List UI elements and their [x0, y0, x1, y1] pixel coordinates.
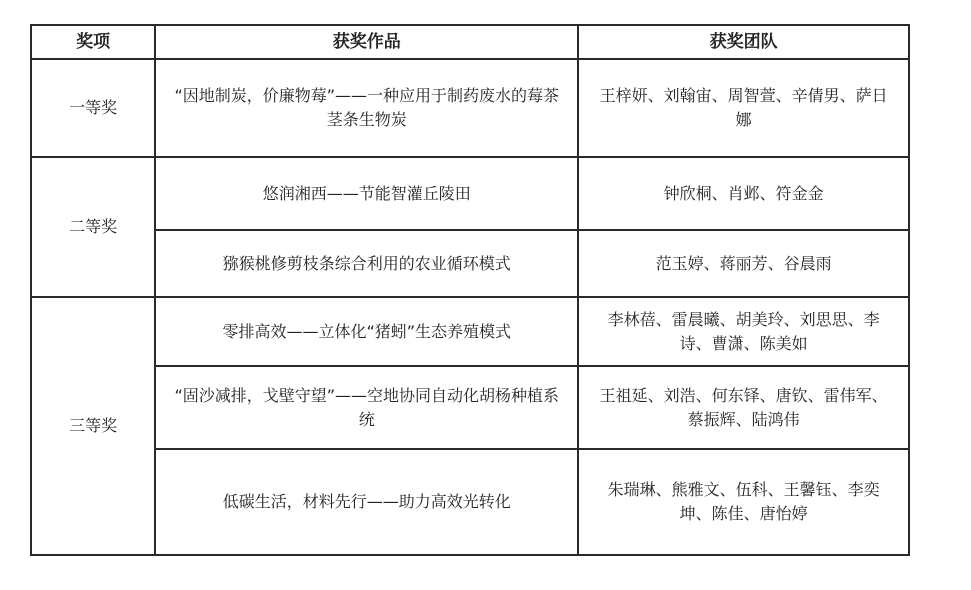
header-team: 获奖团队 — [578, 25, 909, 59]
award-team: 王祖延、刘浩、何东铎、唐钦、雷伟军、蔡振辉、陆鸿伟 — [578, 366, 909, 449]
award-team: 王梓妍、刘翰宙、周智萱、辛倩男、萨日娜 — [578, 59, 909, 157]
award-team: 钟欣桐、肖邺、符金金 — [578, 157, 909, 230]
award-work: 低碳生活，材料先行——助力高效光转化 — [155, 449, 578, 555]
award-work: “固沙减排，戈壁守望”——空地协同自动化胡杨种植系统 — [155, 366, 578, 449]
table-row — [31, 230, 909, 297]
award-work: 零排高效——立体化“猪蚓”生态养殖模式 — [155, 297, 578, 366]
award-work: 悠润湘西——节能智灌丘陵田 — [155, 157, 578, 230]
table-row — [31, 449, 909, 555]
table-row — [31, 59, 909, 157]
table-row — [31, 297, 909, 366]
table-row — [31, 157, 909, 230]
award-level: 二等奖 — [31, 157, 155, 297]
award-team: 范玉婷、蒋丽芳、谷晨雨 — [578, 230, 909, 297]
header-work: 获奖作品 — [155, 25, 578, 59]
award-team: 朱瑞琳、熊雅文、伍科、王馨钰、李奕坤、陈佳、唐怡婷 — [578, 449, 909, 555]
award-team: 李林蓓、雷晨曦、胡美玲、刘思思、李诗、曹潇、陈美如 — [578, 297, 909, 366]
header-award: 奖项 — [31, 25, 155, 59]
award-level: 一等奖 — [31, 59, 155, 157]
table-header-row — [31, 25, 909, 59]
award-work: “因地制炭，价廉物莓”——一种应用于制药废水的莓茶茎条生物炭 — [155, 59, 578, 157]
award-work: 猕猴桃修剪枝条综合利用的农业循环模式 — [155, 230, 578, 297]
award-level: 三等奖 — [31, 297, 155, 555]
awards-table — [30, 24, 910, 556]
table-row — [31, 366, 909, 449]
